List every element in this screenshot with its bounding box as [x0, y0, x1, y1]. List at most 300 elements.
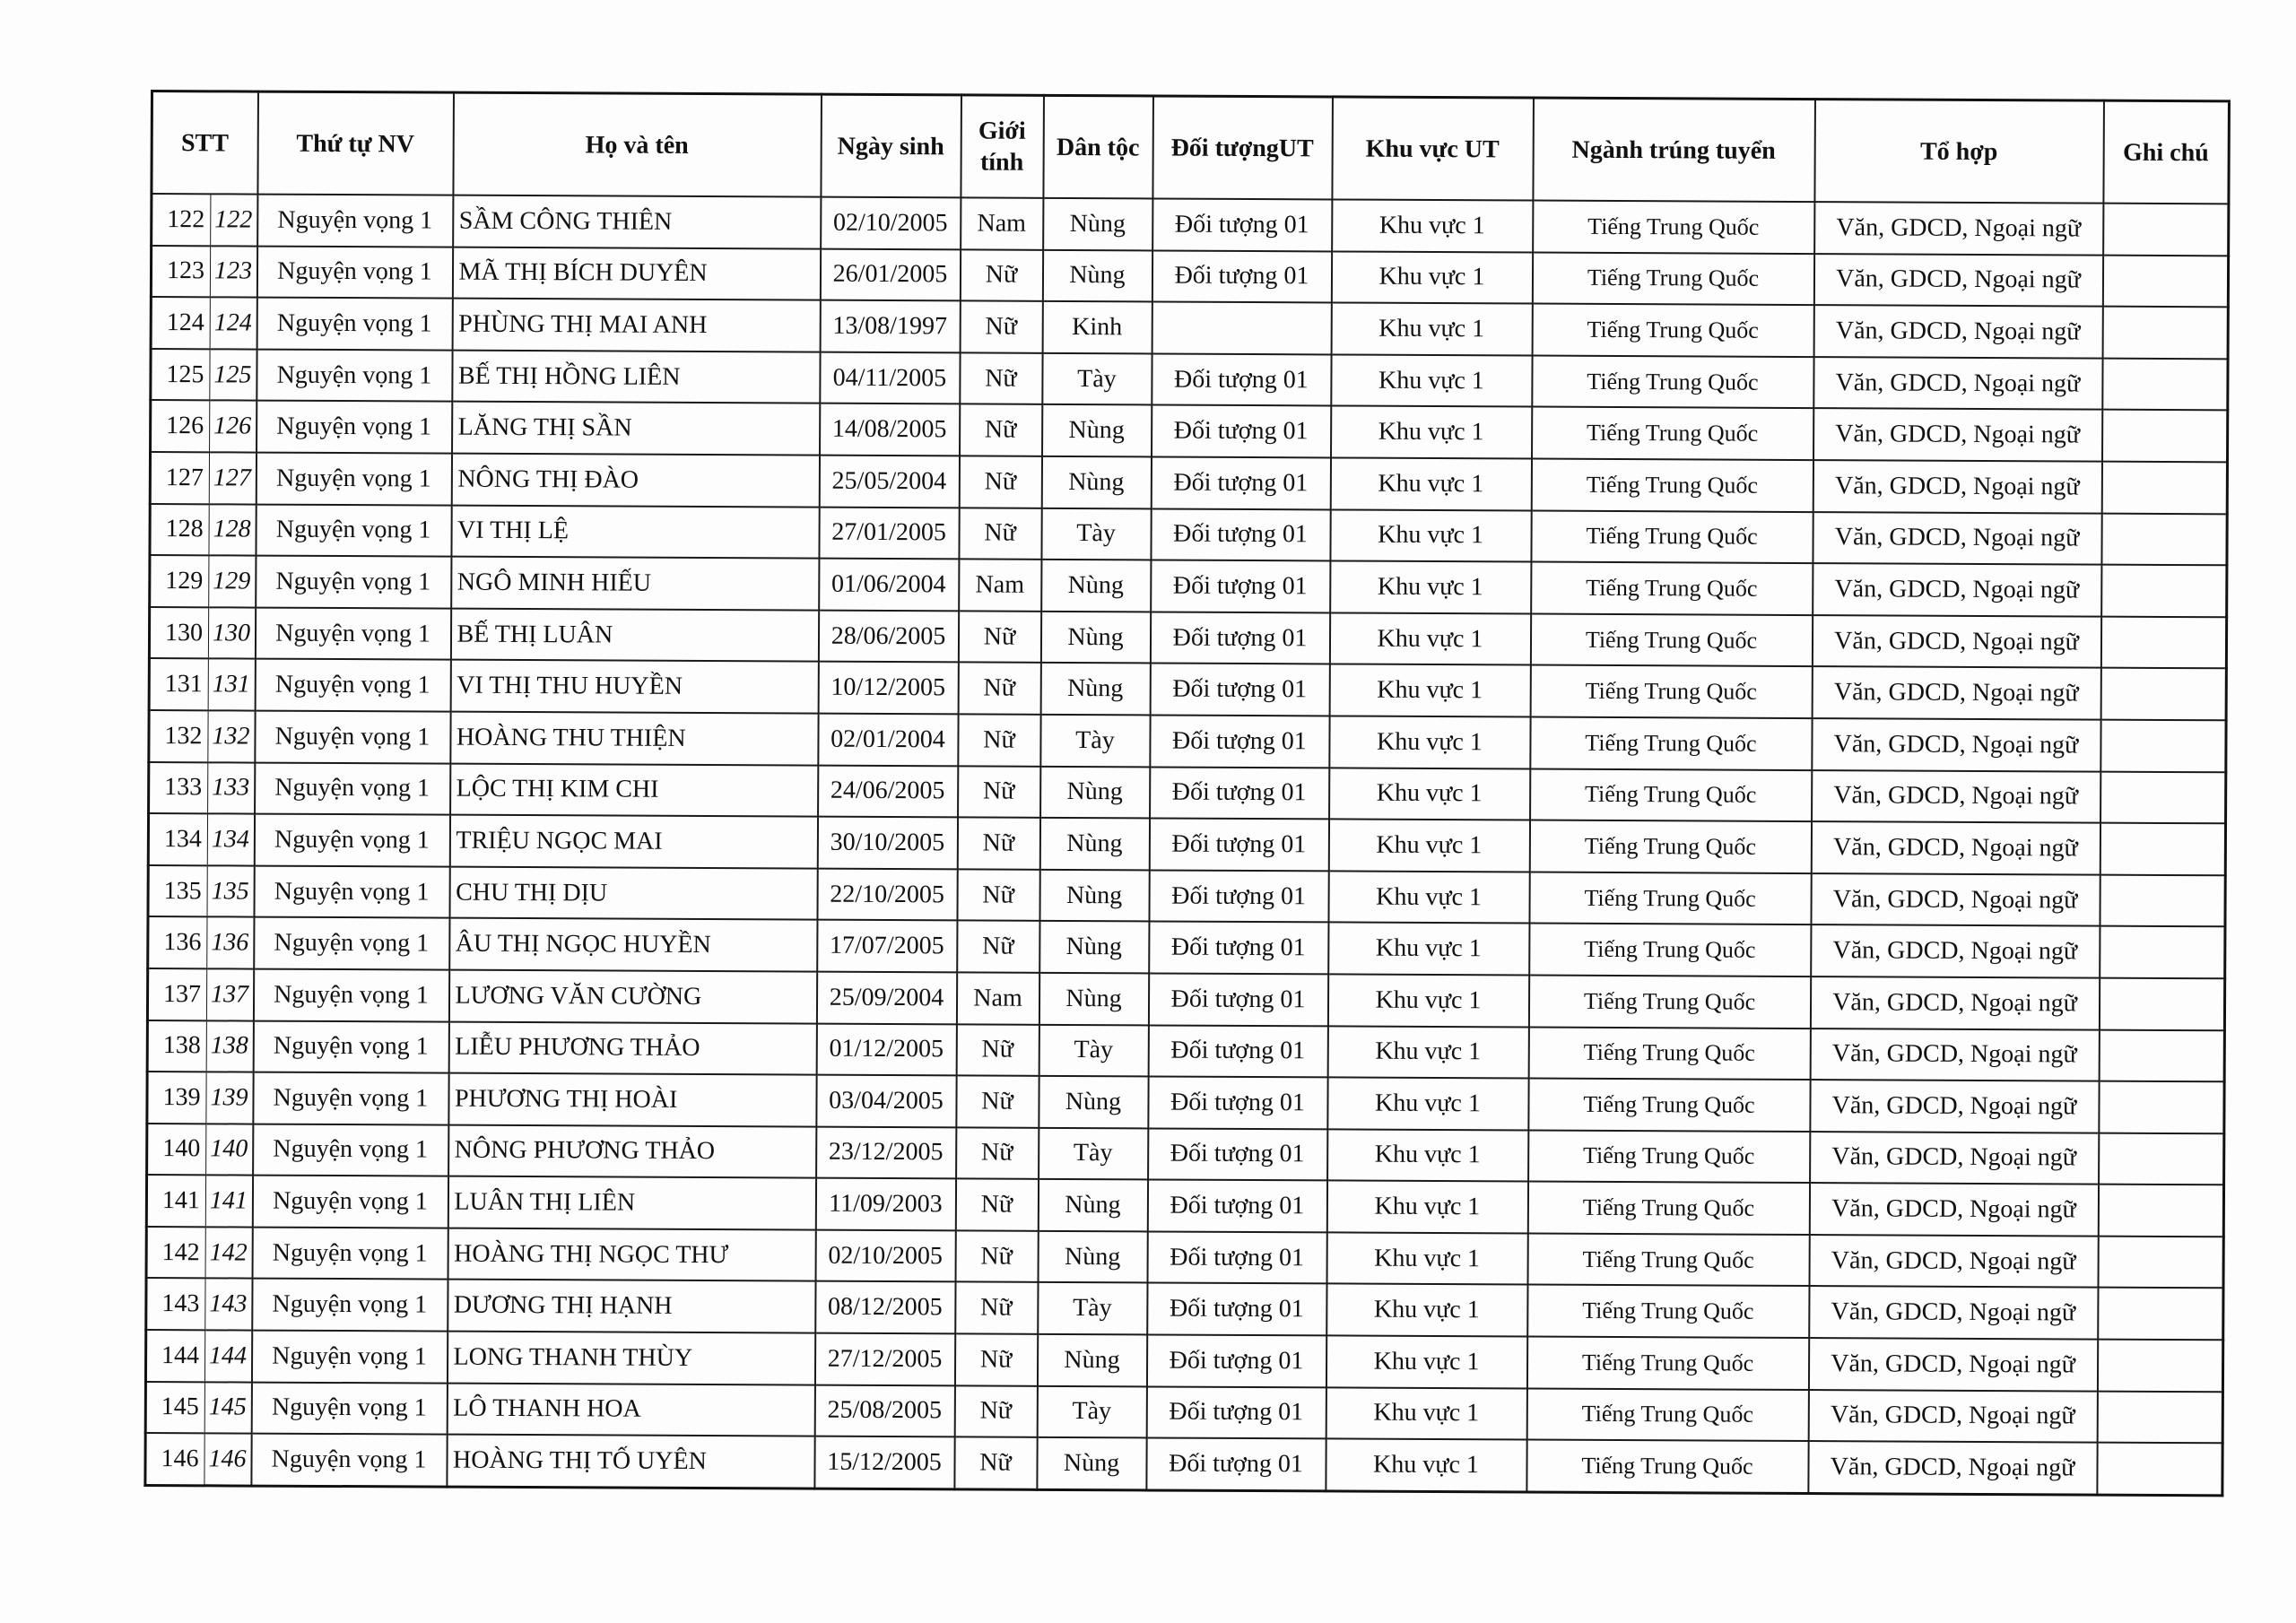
cell-major: Tiếng Trung Quốc: [1530, 768, 1812, 821]
cell-stt-italic: 135: [207, 865, 254, 917]
cell-ethnicity: Nùng: [1042, 249, 1152, 301]
cell-gender: Nữ: [954, 1333, 1037, 1385]
cell-priority-area: Khu vực 1: [1329, 612, 1530, 665]
cell-priority-area: Khu vực 1: [1330, 457, 1531, 510]
cell-note: [2098, 1237, 2223, 1289]
cell-note: [2100, 668, 2226, 720]
cell-ethnicity: Nùng: [1039, 1076, 1148, 1128]
cell-name: LƯƠNG VĂN CƯỜNG: [448, 970, 816, 1024]
cell-stt-italic: 133: [208, 762, 255, 814]
cell-note: [2101, 410, 2227, 462]
cell-gender: Nữ: [956, 1024, 1039, 1076]
cell-priority-area: Khu vực 1: [1329, 768, 1530, 820]
cell-major: Tiếng Trung Quốc: [1529, 872, 1811, 924]
cell-priority-area: Khu vực 1: [1326, 1181, 1527, 1234]
cell-stt: 140: [147, 1124, 206, 1176]
cell-dob: 10/12/2005: [818, 662, 958, 714]
cell-stt: 135: [148, 865, 207, 917]
cell-priority-group: Đối tượng 01: [1150, 664, 1329, 716]
header-gender: [961, 95, 1044, 198]
cell-priority-group: Đối tượng 01: [1148, 1128, 1327, 1181]
cell-stt-italic: 128: [209, 504, 256, 556]
cell-order: Nguyện vọng 1: [255, 711, 450, 764]
cell-name: BẾ THỊ LUÂN: [450, 608, 818, 662]
cell-priority-group: Đối tượng 01: [1147, 1180, 1326, 1233]
cell-stt-italic: 146: [204, 1434, 251, 1486]
cell-priority-group: Đối tượng 01: [1148, 1077, 1327, 1130]
cell-priority-group: Đối tượng 01: [1152, 198, 1332, 251]
cell-note: [2099, 1081, 2224, 1133]
cell-gender: Nữ: [958, 766, 1040, 818]
cell-stt: 122: [152, 194, 211, 246]
cell-name: ÂU THỊ NGỌC HUYỀN: [449, 918, 817, 972]
cell-order: Nguyện vọng 1: [253, 968, 448, 1021]
cell-major: Tiếng Trung Quốc: [1530, 716, 1812, 769]
cell-ethnicity: Tày: [1042, 353, 1152, 405]
cell-subject-combo: Văn, GDCD, Ngoại ngữ: [1810, 1028, 2099, 1081]
cell-priority-group: Đối tượng 01: [1147, 1231, 1326, 1284]
cell-name: LĂNG THỊ SẦN: [452, 402, 820, 456]
cell-order: Nguyện vọng 1: [252, 1227, 448, 1280]
cell-name: CHU THỊ DỊU: [449, 866, 817, 920]
cell-ethnicity: Nùng: [1038, 1231, 1147, 1283]
cell-order: Nguyện vọng 1: [255, 762, 450, 815]
cell-subject-combo: Văn, GDCD, Ngoại ngữ: [1810, 1080, 2099, 1133]
cell-name: LÔ THANH HOA: [447, 1383, 814, 1436]
cell-name: PHƯƠNG THỊ HOÀI: [448, 1073, 816, 1127]
cell-priority-group: Đối tượng 01: [1149, 870, 1328, 923]
cell-dob: 25/09/2004: [816, 972, 956, 1024]
cell-priority-area: Khu vực 1: [1328, 923, 1529, 976]
cell-dob: 08/12/2005: [815, 1281, 955, 1333]
cell-name: LỘC THỊ KIM CHI: [450, 763, 818, 817]
cell-name: LUÂN THỊ LIÊN: [448, 1176, 815, 1230]
cell-major: Tiếng Trung Quốc: [1527, 1233, 1809, 1286]
cell-subject-combo: Văn, GDCD, Ngoại ngữ: [1809, 1235, 2098, 1288]
cell-priority-group: Đối tượng 01: [1148, 1025, 1327, 1078]
cell-major: Tiếng Trung Quốc: [1528, 1027, 1810, 1080]
cell-name: SẦM CÔNG THIÊN: [453, 195, 821, 249]
cell-stt: 133: [149, 762, 208, 814]
cell-subject-combo: Văn, GDCD, Ngoại ngữ: [1811, 924, 2100, 977]
cell-stt-italic: 136: [207, 917, 254, 969]
cell-subject-combo: Văn, GDCD, Ngoại ngữ: [1809, 1287, 2098, 1340]
cell-major: Tiếng Trung Quốc: [1526, 1337, 1808, 1390]
cell-stt-italic: 140: [206, 1124, 253, 1176]
cell-major: Tiếng Trung Quốc: [1527, 1182, 1809, 1235]
cell-order: Nguyện vọng 1: [257, 349, 452, 402]
cell-stt-italic: 127: [209, 452, 256, 504]
cell-note: [2101, 462, 2227, 514]
cell-order: Nguyện vọng 1: [254, 865, 449, 918]
cell-ethnicity: Tày: [1038, 1282, 1147, 1334]
table-row: [145, 1433, 2222, 1495]
cell-major: Tiếng Trung Quốc: [1528, 1130, 1810, 1183]
cell-priority-group: Đối tượng 01: [1146, 1386, 1326, 1439]
cell-subject-combo: Văn, GDCD, Ngoại ngữ: [1813, 254, 2102, 307]
cell-dob: 15/12/2005: [814, 1436, 954, 1489]
cell-dob: 25/08/2005: [814, 1384, 954, 1436]
header-stt: STT: [152, 91, 258, 195]
cell-priority-area: Khu vực 1: [1326, 1232, 1527, 1285]
cell-dob: 30/10/2005: [817, 817, 957, 869]
cell-gender: Nữ: [955, 1230, 1038, 1282]
cell-dob: 11/09/2003: [815, 1178, 955, 1230]
cell-priority-group: Đối tượng 01: [1151, 508, 1330, 561]
cell-priority-area: Khu vực 1: [1326, 1284, 1527, 1337]
cell-major: Tiếng Trung Quốc: [1533, 201, 1814, 254]
cell-priority-group: Đối tượng 01: [1146, 1335, 1326, 1388]
cell-order: Nguyện vọng 1: [251, 1331, 447, 1384]
cell-ethnicity: Kinh: [1042, 301, 1152, 353]
cell-dob: 17/07/2005: [817, 920, 957, 972]
cell-major: Tiếng Trung Quốc: [1532, 355, 1813, 408]
header-row: [152, 91, 2230, 204]
cell-priority-group: Đối tượng 01: [1149, 922, 1328, 975]
cell-name: VI THỊ THU HUYỀN: [450, 660, 818, 714]
cell-priority-area: Khu vực 1: [1326, 1439, 1526, 1492]
cell-stt-italic: 124: [210, 298, 257, 350]
cell-stt-italic: 145: [204, 1382, 251, 1434]
cell-priority-area: Khu vực 1: [1330, 561, 1531, 614]
cell-order: Nguyện vọng 1: [254, 814, 449, 867]
cell-subject-combo: Văn, GDCD, Ngoại ngữ: [1813, 305, 2102, 358]
cell-major: Tiếng Trung Quốc: [1531, 458, 1813, 511]
cell-dob: 22/10/2005: [817, 868, 957, 920]
cell-name: HOÀNG THỊ TỐ UYÊN: [447, 1435, 814, 1488]
cell-ethnicity: Nùng: [1039, 973, 1148, 1025]
cell-dob: 02/10/2005: [821, 197, 961, 249]
cell-gender: Nữ: [955, 1179, 1038, 1231]
cell-priority-group: Đối tượng 01: [1150, 715, 1329, 768]
cell-major: Tiếng Trung Quốc: [1528, 1079, 1810, 1132]
cell-subject-combo: Văn, GDCD, Ngoại ngữ: [1813, 563, 2101, 616]
cell-stt-italic: 138: [206, 1020, 253, 1072]
cell-stt: 146: [145, 1433, 204, 1485]
header-priority-group: Đối tượngUT: [1152, 96, 1333, 199]
cell-dob: 02/10/2005: [815, 1230, 955, 1282]
cell-name: HOÀNG THU THIỆN: [450, 712, 818, 766]
cell-priority-group: Đối tượng 01: [1152, 405, 1331, 458]
cell-subject-combo: Văn, GDCD, Ngoại ngữ: [1808, 1441, 2097, 1495]
cell-ethnicity: Nùng: [1037, 1334, 1146, 1386]
cell-stt-italic: 123: [210, 246, 257, 298]
cell-gender: Nữ: [960, 301, 1042, 353]
cell-stt: 144: [145, 1330, 204, 1382]
cell-dob: 13/08/1997: [820, 300, 960, 352]
cell-major: Tiếng Trung Quốc: [1532, 252, 1813, 305]
cell-order: Nguyện vọng 1: [256, 504, 451, 557]
cell-priority-area: Khu vực 1: [1330, 509, 1531, 562]
cell-ethnicity: Tày: [1039, 1128, 1148, 1180]
cell-priority-group: Đối tượng 01: [1148, 973, 1327, 1026]
cell-subject-combo: Văn, GDCD, Ngoại ngữ: [1812, 666, 2100, 719]
cell-major: Tiếng Trung Quốc: [1531, 562, 1813, 615]
cell-subject-combo: Văn, GDCD, Ngoại ngữ: [1812, 615, 2100, 668]
cell-priority-area: Khu vực 1: [1329, 716, 1530, 768]
cell-order: Nguyện vọng 1: [253, 1020, 448, 1073]
cell-stt: 137: [147, 968, 206, 1020]
cell-note: [2100, 874, 2225, 926]
cell-priority-area: Khu vực 1: [1327, 1078, 1528, 1131]
cell-dob: 27/01/2005: [819, 507, 959, 559]
cell-ethnicity: Nùng: [1041, 560, 1151, 612]
cell-major: Tiếng Trung Quốc: [1526, 1440, 1808, 1494]
cell-stt-italic: 142: [205, 1227, 252, 1279]
cell-stt: 145: [145, 1382, 204, 1434]
cell-dob: 04/11/2005: [820, 352, 960, 404]
cell-dob: 24/06/2005: [818, 765, 958, 817]
cell-priority-group: Đối tượng 01: [1150, 767, 1329, 820]
cell-order: Nguyện vọng 1: [253, 1124, 448, 1176]
cell-stt: 136: [148, 916, 207, 968]
cell-dob: 02/01/2004: [818, 714, 958, 766]
cell-subject-combo: Văn, GDCD, Ngoại ngữ: [1810, 976, 2099, 1029]
cell-dob: 25/05/2004: [819, 456, 959, 508]
cell-dob: 23/12/2005: [816, 1126, 956, 1178]
cell-name: NGÔ MINH HIẾU: [451, 557, 819, 611]
header-gender-line1: Giới: [978, 117, 1026, 145]
cell-priority-area: Khu vực 1: [1327, 1026, 1528, 1079]
cell-ethnicity: Nùng: [1039, 818, 1149, 870]
header-dob: Ngày sinh: [821, 94, 961, 197]
cell-name: PHÙNG THỊ MAI ANH: [452, 299, 820, 352]
cell-note: [2100, 616, 2226, 668]
cell-subject-combo: Văn, GDCD, Ngoại ngữ: [1811, 821, 2100, 874]
cell-note: [2100, 771, 2226, 823]
cell-priority-group: Đối tượng 01: [1152, 353, 1331, 406]
cell-priority-group: Đối tượng 01: [1151, 560, 1330, 613]
cell-gender: Nữ: [956, 1075, 1039, 1127]
cell-name: MÃ THỊ BÍCH DUYÊN: [452, 247, 820, 300]
cell-priority-area: Khu vực 1: [1331, 354, 1532, 407]
cell-gender: Nữ: [959, 456, 1041, 508]
cell-priority-area: Khu vực 1: [1332, 199, 1533, 252]
cell-note: [2097, 1391, 2222, 1443]
cell-dob: 28/06/2005: [818, 610, 958, 662]
cell-order: Nguyện vọng 1: [257, 298, 452, 351]
cell-priority-group: Đối tượng 01: [1151, 456, 1330, 509]
cell-major: Tiếng Trung Quốc: [1532, 304, 1813, 357]
cell-note: [2102, 307, 2228, 359]
cell-order: Nguyện vọng 1: [256, 556, 451, 609]
header-major: Ngành trúng tuyển: [1533, 98, 1815, 202]
cell-stt: 134: [148, 813, 207, 865]
cell-ethnicity: Nùng: [1043, 198, 1152, 250]
cell-priority-area: Khu vực 1: [1327, 974, 1528, 1027]
cell-order: Nguyện vọng 1: [252, 1176, 448, 1228]
cell-stt: 127: [150, 452, 209, 504]
cell-priority-group: [1152, 302, 1331, 355]
cell-note: [2101, 565, 2227, 617]
cell-stt-italic: 125: [210, 349, 257, 401]
cell-subject-combo: Văn, GDCD, Ngoại ngữ: [1813, 408, 2102, 461]
cell-order: Nguyện vọng 1: [257, 401, 452, 454]
cell-major: Tiếng Trung Quốc: [1529, 924, 1811, 976]
cell-stt: 132: [149, 710, 208, 762]
header-ethnicity: Dân tộc: [1043, 95, 1153, 198]
cell-gender: Nữ: [958, 663, 1040, 715]
cell-note: [2097, 1443, 2222, 1496]
cell-subject-combo: Văn, GDCD, Ngoại ngữ: [1813, 512, 2101, 565]
cell-major: Tiếng Trung Quốc: [1531, 510, 1813, 563]
cell-stt-italic: 137: [206, 968, 253, 1020]
cell-priority-area: Khu vực 1: [1328, 820, 1529, 872]
cell-gender: Nữ: [960, 352, 1042, 404]
cell-stt: 142: [146, 1227, 205, 1279]
cell-major: Tiếng Trung Quốc: [1529, 820, 1811, 873]
cell-gender: Nam: [959, 560, 1041, 612]
cell-gender: Nữ: [957, 818, 1039, 870]
cell-priority-group: Đối tượng 01: [1147, 1283, 1326, 1336]
cell-gender: Nữ: [960, 249, 1042, 301]
header-gender-line2: tính: [979, 148, 1024, 177]
cell-stt: 138: [147, 1020, 206, 1072]
cell-gender: Nam: [961, 197, 1043, 249]
cell-priority-area: Khu vực 1: [1331, 251, 1532, 304]
cell-major: Tiếng Trung Quốc: [1527, 1285, 1809, 1338]
cell-major: Tiếng Trung Quốc: [1528, 975, 1810, 1028]
cell-subject-combo: Văn, GDCD, Ngoại ngữ: [1808, 1338, 2097, 1391]
cell-gender: Nữ: [956, 1127, 1039, 1179]
table-body: [145, 194, 2229, 1496]
cell-gender: Nữ: [957, 921, 1039, 973]
cell-ethnicity: Nùng: [1039, 870, 1149, 922]
cell-ethnicity: Nùng: [1040, 766, 1150, 818]
cell-priority-area: Khu vực 1: [1331, 303, 1532, 356]
cell-note: [2098, 1288, 2223, 1340]
cell-ethnicity: Nùng: [1037, 1437, 1146, 1490]
cell-name: NÔNG THỊ ĐÀO: [451, 454, 819, 508]
cell-note: [2101, 513, 2227, 565]
cell-stt-italic: 132: [208, 710, 255, 762]
cell-stt: 125: [151, 349, 210, 401]
cell-subject-combo: Văn, GDCD, Ngoại ngữ: [1813, 460, 2101, 513]
cell-stt-italic: 134: [207, 813, 254, 865]
cell-order: Nguyện vọng 1: [255, 607, 450, 660]
cell-subject-combo: Văn, GDCD, Ngoại ngữ: [1813, 357, 2102, 410]
cell-gender: Nữ: [955, 1282, 1038, 1334]
cell-subject-combo: Văn, GDCD, Ngoại ngữ: [1809, 1183, 2098, 1236]
cell-gender: Nữ: [960, 404, 1042, 456]
cell-name: HOÀNG THỊ NGỌC THƯ: [448, 1228, 815, 1282]
cell-dob: 14/08/2005: [820, 404, 960, 456]
cell-stt: 126: [151, 400, 210, 452]
cell-ethnicity: Nùng: [1038, 1179, 1147, 1231]
cell-stt-italic: 126: [210, 401, 257, 453]
cell-dob: 03/04/2005: [816, 1075, 956, 1127]
cell-ethnicity: Nùng: [1040, 612, 1150, 664]
cell-stt-italic: 129: [209, 555, 256, 607]
cell-stt: 141: [146, 1175, 205, 1227]
cell-major: Tiếng Trung Quốc: [1530, 665, 1812, 718]
cell-subject-combo: Văn, GDCD, Ngoại ngữ: [1811, 873, 2100, 926]
cell-name: LONG THANH THÙY: [447, 1332, 814, 1385]
cell-ethnicity: Nùng: [1042, 404, 1152, 456]
cell-stt-italic: 131: [208, 659, 255, 711]
cell-gender: Nữ: [958, 611, 1040, 663]
cell-note: [2099, 1133, 2224, 1185]
cell-note: [2100, 926, 2225, 978]
cell-priority-group: Đối tượng 01: [1152, 250, 1331, 303]
cell-stt: 143: [146, 1278, 205, 1330]
cell-order: Nguyện vọng 1: [255, 659, 450, 712]
cell-subject-combo: Văn, GDCD, Ngoại ngữ: [1812, 770, 2100, 823]
cell-note: [2103, 204, 2229, 256]
admissions-table: [144, 90, 2231, 1497]
cell-stt-italic: 139: [206, 1072, 253, 1124]
cell-stt-italic: 122: [211, 194, 257, 246]
cell-dob: 01/06/2004: [819, 559, 959, 611]
cell-stt: 124: [151, 297, 210, 349]
cell-stt: 129: [150, 555, 209, 607]
cell-priority-area: Khu vực 1: [1327, 1129, 1528, 1182]
cell-stt: 123: [151, 246, 210, 298]
cell-note: [2100, 823, 2225, 875]
cell-stt-italic: 141: [205, 1176, 252, 1228]
cell-subject-combo: Văn, GDCD, Ngoại ngữ: [1814, 202, 2103, 255]
cell-stt: 131: [149, 658, 208, 710]
header-name: Họ và tên: [453, 92, 822, 197]
cell-gender: Nữ: [954, 1385, 1037, 1437]
cell-note: [2102, 358, 2228, 410]
cell-priority-group: Đối tượng 01: [1150, 612, 1329, 664]
cell-priority-area: Khu vực 1: [1328, 871, 1529, 924]
cell-ethnicity: Tày: [1040, 715, 1150, 767]
cell-gender: Nữ: [958, 714, 1040, 766]
cell-priority-group: Đối tượng 01: [1149, 819, 1328, 872]
cell-stt: 128: [150, 504, 209, 556]
cell-priority-area: Khu vực 1: [1329, 664, 1530, 717]
cell-name: BẾ THỊ HỒNG LIÊN: [452, 350, 820, 404]
cell-gender: Nữ: [957, 869, 1039, 921]
cell-note: [2098, 1185, 2223, 1237]
cell-dob: 01/12/2005: [816, 1023, 956, 1075]
cell-stt-italic: 144: [204, 1330, 251, 1382]
cell-note: [2099, 1029, 2224, 1081]
cell-note: [2100, 720, 2226, 772]
cell-order: Nguyện vọng 1: [253, 1072, 448, 1125]
cell-name: VI THỊ LỆ: [451, 505, 819, 559]
cell-gender: Nữ: [959, 508, 1041, 560]
cell-note: [2099, 978, 2224, 1030]
cell-stt: 139: [147, 1072, 206, 1124]
cell-order: Nguyện vọng 1: [257, 246, 452, 299]
cell-ethnicity: Tày: [1037, 1386, 1146, 1438]
admissions-table-wrapper: [144, 90, 2228, 1497]
cell-ethnicity: Tày: [1041, 508, 1151, 560]
cell-name: DƯƠNG THỊ HẠNH: [448, 1280, 815, 1333]
cell-major: Tiếng Trung Quốc: [1532, 407, 1813, 460]
header-priority-area: Khu vực UT: [1332, 97, 1534, 201]
cell-order: Nguyện vọng 1: [251, 1382, 447, 1435]
cell-stt-italic: 143: [205, 1279, 252, 1331]
cell-priority-area: Khu vực 1: [1331, 406, 1532, 459]
cell-gender: Nữ: [954, 1437, 1037, 1490]
cell-order: Nguyện vọng 1: [256, 453, 451, 506]
cell-order: Nguyện vọng 1: [252, 1279, 448, 1332]
cell-priority-area: Khu vực 1: [1326, 1387, 1526, 1440]
header-order: Thứ tự NV: [257, 91, 454, 195]
cell-order: Nguyện vọng 1: [257, 195, 453, 247]
cell-priority-area: Khu vực 1: [1326, 1335, 1526, 1388]
cell-ethnicity: Nùng: [1040, 663, 1150, 715]
cell-dob: 26/01/2005: [820, 248, 960, 300]
cell-gender: Nam: [956, 972, 1039, 1024]
cell-major: Tiếng Trung Quốc: [1530, 613, 1812, 666]
cell-order: Nguyện vọng 1: [254, 917, 449, 970]
cell-subject-combo: Văn, GDCD, Ngoại ngữ: [1810, 1132, 2099, 1185]
